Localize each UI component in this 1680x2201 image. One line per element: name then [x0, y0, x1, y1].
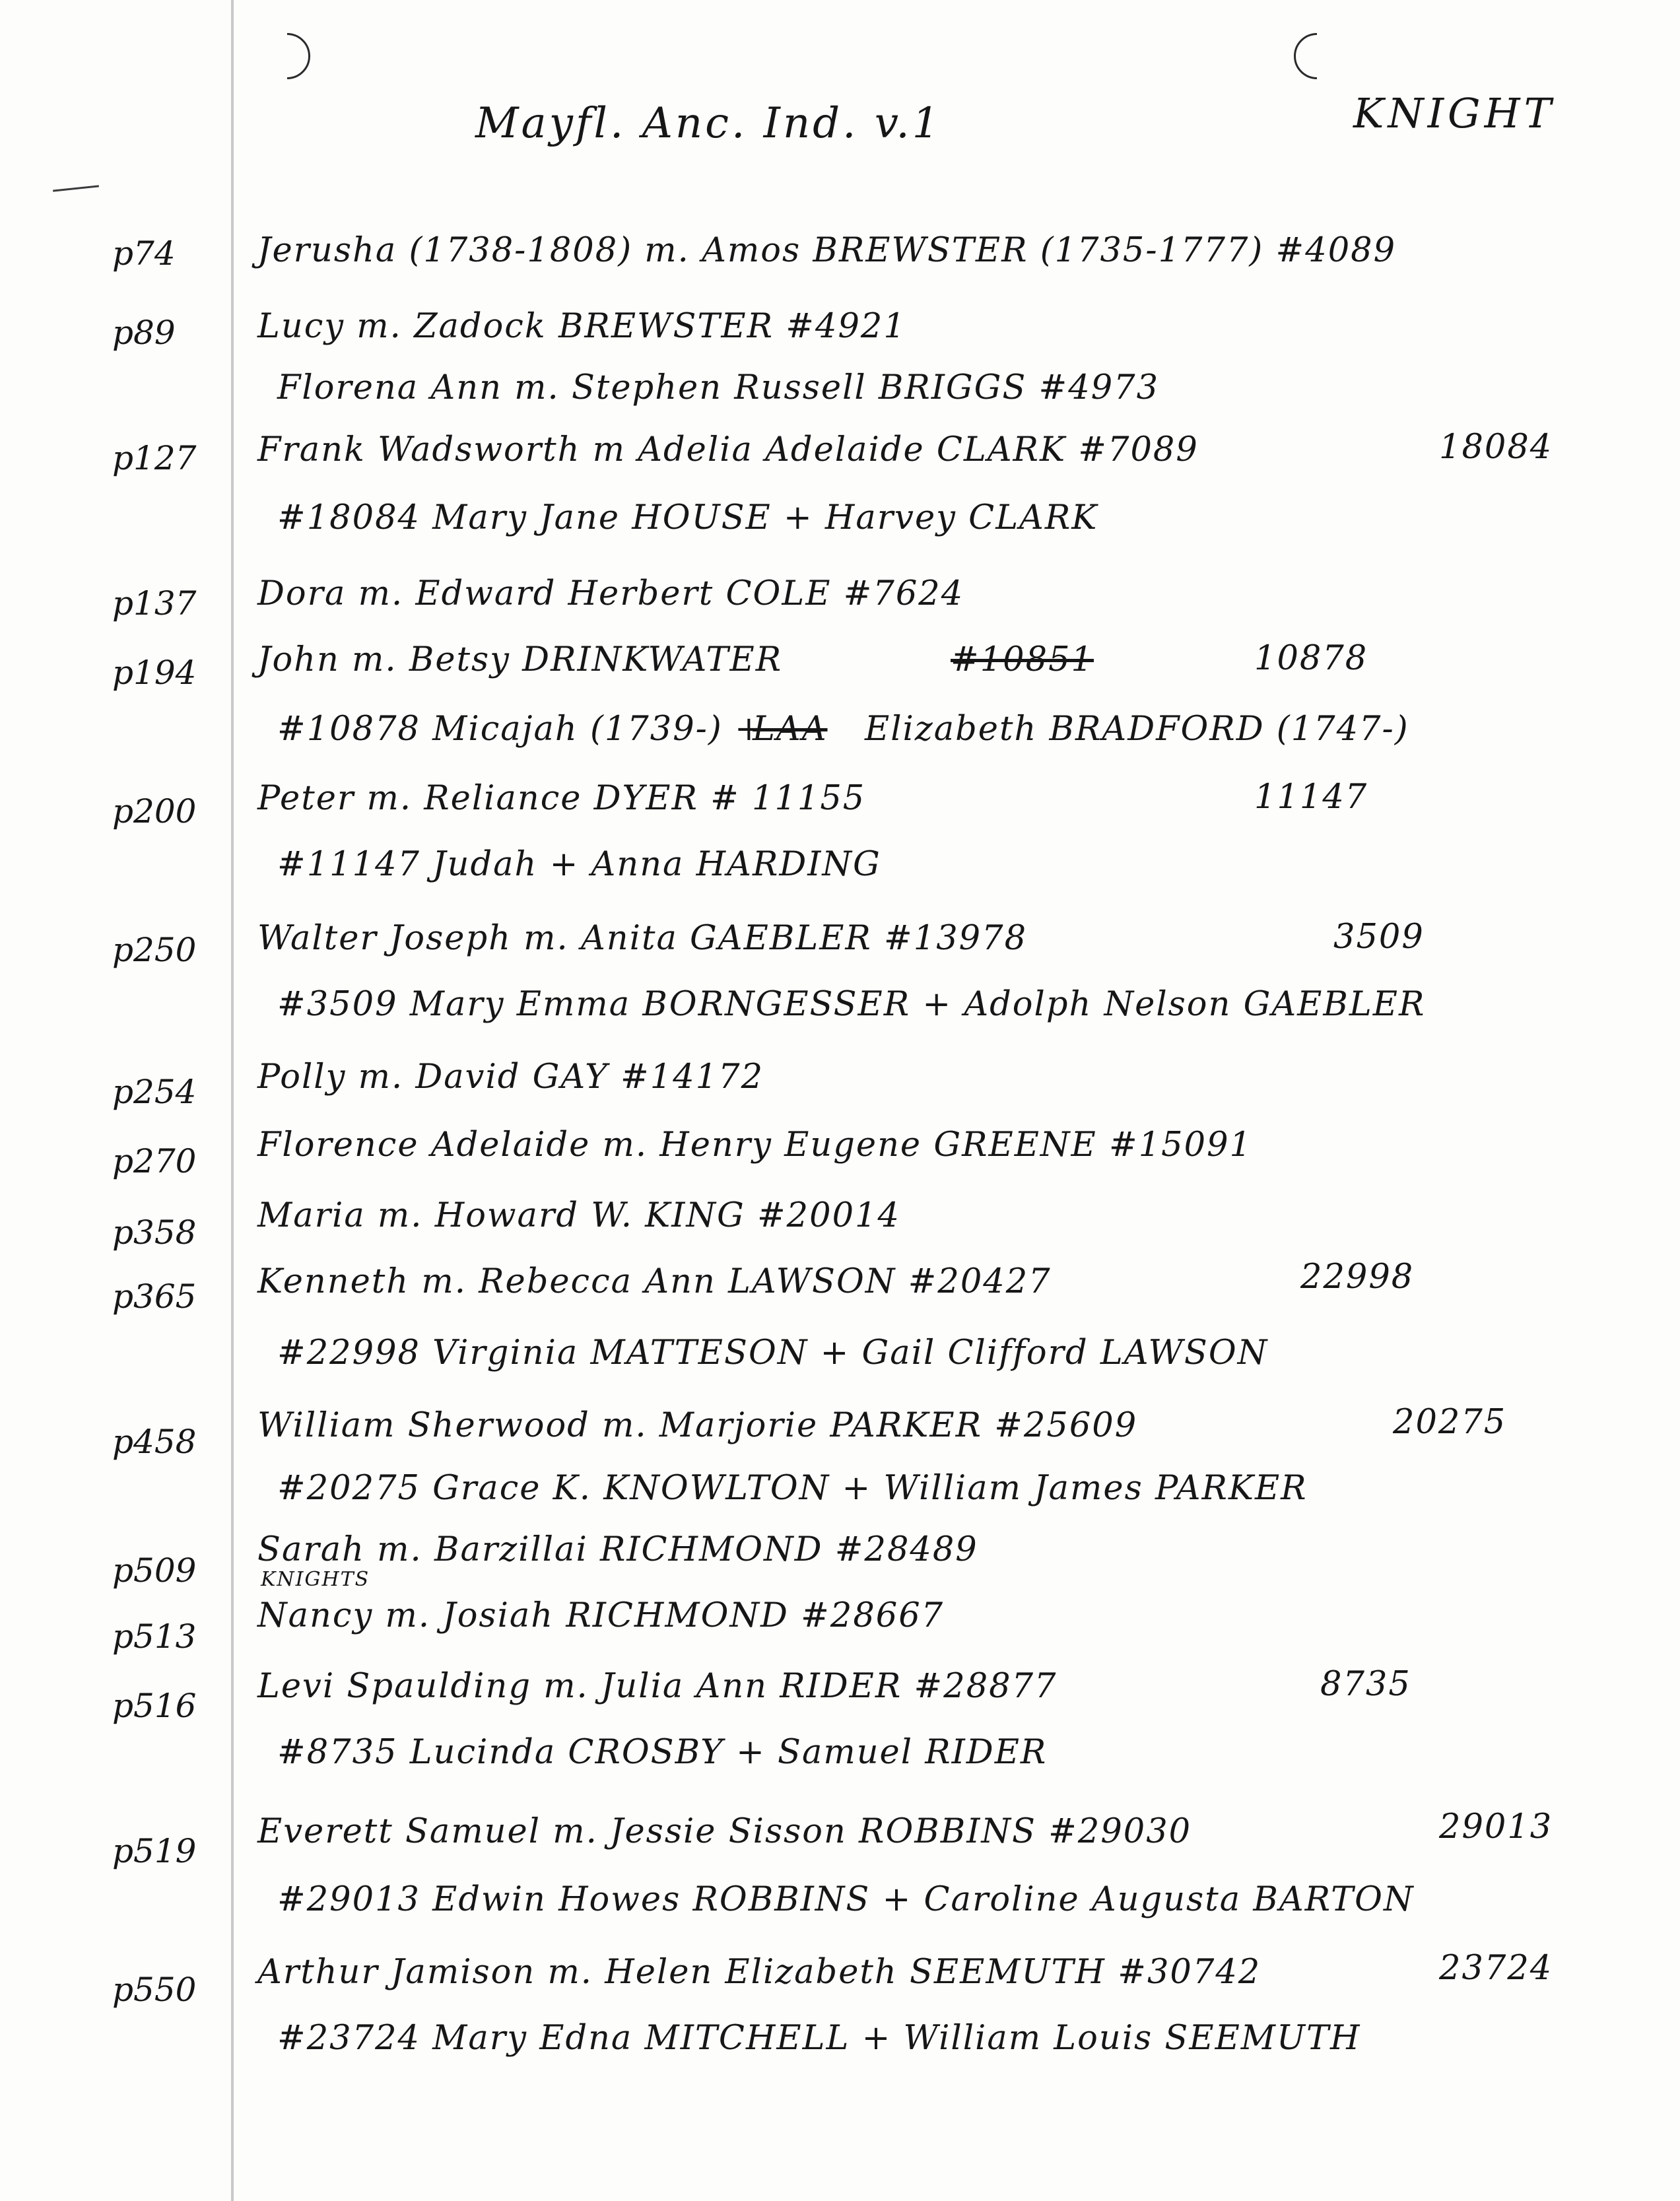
entry-continuation: #3509 Mary Emma BORNGESSER + Adolph Nelson GAEBLER: [277, 985, 1426, 1024]
entry-continuation: #18084 Mary Jane HOUSE + Harvey CLARK: [277, 498, 1098, 537]
page-reference: p194: [112, 654, 197, 692]
entry-line: Everett Samuel m. Jessie Sisson ROBBINS #29030: [257, 1812, 1192, 1851]
entry-line: Sarah m. Barzillai RICHMOND #28489: [257, 1530, 978, 1569]
entry-continuation: #22998 Virginia MATTESON + Gail Clifford LAWSON: [277, 1334, 1269, 1372]
ancestor-number: 29013: [1439, 1808, 1553, 1846]
ancestor-number: 22998: [1300, 1258, 1415, 1297]
entry-line: Dora m. Edward Herbert COLE #7624: [257, 574, 964, 613]
entry-line: Levi Spaulding m. Julia Ann RIDER #28877: [257, 1667, 1058, 1706]
page-reference: p513: [112, 1617, 197, 1656]
page-reference: p200: [112, 792, 197, 830]
page-reference: p519: [112, 1832, 197, 1870]
ancestor-number: 11147: [1254, 778, 1368, 817]
entry-continuation: Florena Ann m. Stephen Russell BRIGGS #4973: [277, 368, 1160, 407]
entry-line: John m. Betsy DRINKWATER: [257, 640, 783, 679]
entry-continuation: #23724 Mary Edna MITCHELL + William Louis SEEMUTH: [277, 2019, 1361, 2058]
surname-heading: KNIGHT: [1353, 89, 1556, 137]
page-reference: p270: [112, 1142, 197, 1180]
entry-line: Kenneth m. Rebecca Ann LAWSON #20427: [257, 1262, 1052, 1301]
page-title: Mayfl. Anc. Ind. v.1: [475, 99, 942, 148]
entry-line: Lucy m. Zadock BREWSTER #4921: [257, 307, 906, 346]
entry-continuation: #29013 Edwin Howes ROBBINS + Caroline Augusta BARTON: [277, 1880, 1415, 1919]
page-reference: p127: [112, 439, 197, 477]
entry-line: Peter m. Reliance DYER # 11155: [257, 779, 866, 818]
margin-rule: [231, 0, 234, 2201]
page-reference: p137: [112, 584, 197, 623]
page-reference: p458: [112, 1423, 197, 1461]
marginal-note: KNIGHTS: [261, 1568, 370, 1591]
entry-continuation: #8735 Lucinda CROSBY + Samuel RIDER: [277, 1733, 1048, 1772]
page-reference: p74: [112, 234, 176, 273]
ancestor-number: 10878: [1254, 639, 1368, 678]
page-reference: p509: [112, 1551, 197, 1590]
entry-continuation: #10878 Micajah (1739-) +: [277, 710, 764, 749]
entry-line: Maria m. Howard W. KING #20014: [257, 1196, 900, 1235]
struck-number: #10851: [951, 640, 1094, 679]
punch-hole-mark: [1294, 33, 1340, 79]
page-reference: p516: [112, 1687, 197, 1725]
ancestor-number: 3509: [1333, 918, 1425, 957]
page-reference: p365: [112, 1277, 197, 1316]
struck-text: LAA: [753, 710, 828, 749]
entry-continuation: #11147 Judah + Anna HARDING: [277, 845, 881, 884]
entry-line: Nancy m. Josiah RICHMOND #28667: [257, 1596, 945, 1635]
ancestor-number: 18084: [1439, 428, 1553, 467]
page-reference: p254: [112, 1073, 197, 1111]
entry-line: Florence Adelaide m. Henry Eugene GREENE #15091: [257, 1126, 1252, 1165]
entry-line: Jerusha (1738-1808) m. Amos BREWSTER (1735-1777) #4089: [257, 231, 1397, 270]
ancestor-number: 8735: [1320, 1665, 1411, 1704]
page-reference: p550: [112, 1971, 197, 2009]
entry-line: Frank Wadsworth m Adelia Adelaide CLARK #7089: [257, 430, 1199, 469]
ancestor-number: 20275: [1393, 1403, 1507, 1442]
entry-line: Walter Joseph m. Anita GAEBLER #13978: [257, 919, 1028, 958]
page-reference: p250: [112, 931, 197, 969]
ancestor-number: 23724: [1439, 1949, 1553, 1988]
entry-continuation: #20275 Grace K. KNOWLTON + William James PARKER: [277, 1469, 1308, 1508]
punch-hole-mark: [264, 33, 310, 79]
page-reference: p89: [112, 314, 176, 352]
page-reference: p358: [112, 1213, 197, 1252]
entry-line: Arthur Jamison m. Helen Elizabeth SEEMUTH #30742: [257, 1953, 1261, 1992]
margin-stroke: [53, 185, 99, 191]
entry-continuation: Elizabeth BRADFORD (1747-): [865, 710, 1409, 749]
entry-line: William Sherwood m. Marjorie PARKER #25609: [257, 1406, 1138, 1445]
entry-line: Polly m. David GAY #14172: [257, 1058, 764, 1097]
